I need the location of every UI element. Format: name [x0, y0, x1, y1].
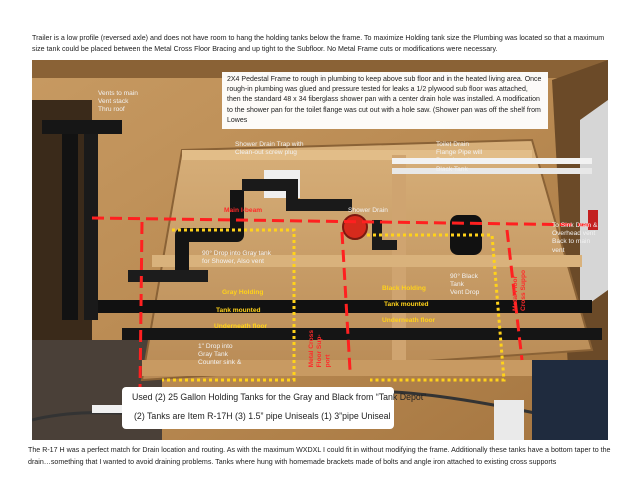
label-underneath-1: Underneath floor — [214, 323, 268, 330]
label-metal-right: Metal Floor Cross Suppo — [512, 270, 528, 312]
plumbing-photo — [32, 60, 608, 440]
label-black-tank-drop: 90° Black Tank Vent Drop — [450, 273, 480, 297]
shower-drain-cap — [343, 215, 367, 239]
label-vents-to-main: Vents to main Vent stack Thru roof — [98, 90, 138, 114]
closing-paragraph: The R-17 H was a perfect match for Drain location and routing. As with the maximum WXDXL I could fit in without modifying the frame. Additionally these tanks have a bottom taper to the drain…something that I wanted to avoid draining problems. Tanks where hung with homemade brackets made of bolts and angle iron attached to existing cross supports — [28, 446, 611, 466]
white-pipe-2 — [392, 168, 592, 174]
intro-paragraph: Trailer is a low profile (reversed axle) and does not have room to hang the holding tanks below the frame. To maximize Holding tank size the Plumbing was located so that a maximum size tank could be placed between the Metal Cross Floor Bracing and up tight to the Subfloor. No Metal Frame cuts or modifications were necessary. — [32, 34, 605, 53]
pedestal-callout: 2X4 Pedestal Frame to rough in plumbing to keep above sub floor and in the heated living area. Once rough-in plumbing was glued and pressure tested for leaks a 1/2 plywood sub floor was attached, then the standard 48 x 34 fiberglass shower pan with a center drain hole was installed. A modification to the shower pan for the toilet flange was cut out with a hole saw. (Shower pan was off the shelf from Lowes — [222, 72, 548, 129]
label-gray-holding: Gray Holding — [222, 289, 264, 296]
label-shower-drain: Shower Drain — [348, 207, 388, 214]
label-tank-mounted-1: Tank mounted — [216, 307, 261, 314]
tank-info-line-1: Used (2) 25 Gallon Holding Tanks for the Gray and Black from “Tank Depot” — [132, 392, 427, 402]
label-sink-drain: To Sink Drain & Overhead vent Back to main vent — [552, 222, 598, 254]
cardboard-box — [580, 100, 608, 310]
label-toilet-drain: Toilet Drain Flange Pipe will Pass here to Black Tank — [436, 141, 483, 173]
label-tank-mounted-2: Tank mounted — [384, 301, 429, 308]
vent-pipe-top — [42, 120, 122, 134]
bottom-right-clutter — [532, 360, 608, 440]
black-tank-pipe — [122, 328, 602, 340]
tank-info-box — [122, 387, 427, 429]
spray-bottle — [494, 400, 524, 440]
white-pipe-1 — [392, 158, 592, 164]
vent-pipe-left-1 — [62, 120, 78, 320]
tank-info-line-2: (2) Tanks are Item R-17H (3) 1.5” pipe Uniseals (1) 3”pipe Uniseal — [134, 411, 391, 421]
label-metal-cross: Metal Cross Floor Sup- port — [308, 330, 332, 368]
label-underneath-2: Underneath floor — [382, 317, 436, 324]
vent-pipe-left-2 — [84, 130, 98, 320]
label-main-ibeam: Main I-beam — [224, 207, 263, 214]
label-drop-gray: 90° Drop into Gray tank for Shower, Also vent — [202, 250, 271, 266]
label-shower-trap: Shower Drain Trap with Clean-out screw plug — [235, 141, 304, 157]
label-drop-sink: 1" Drop into Gray Tank Counter sink & — [198, 343, 242, 367]
label-black-holding: Black Holding — [382, 285, 426, 292]
